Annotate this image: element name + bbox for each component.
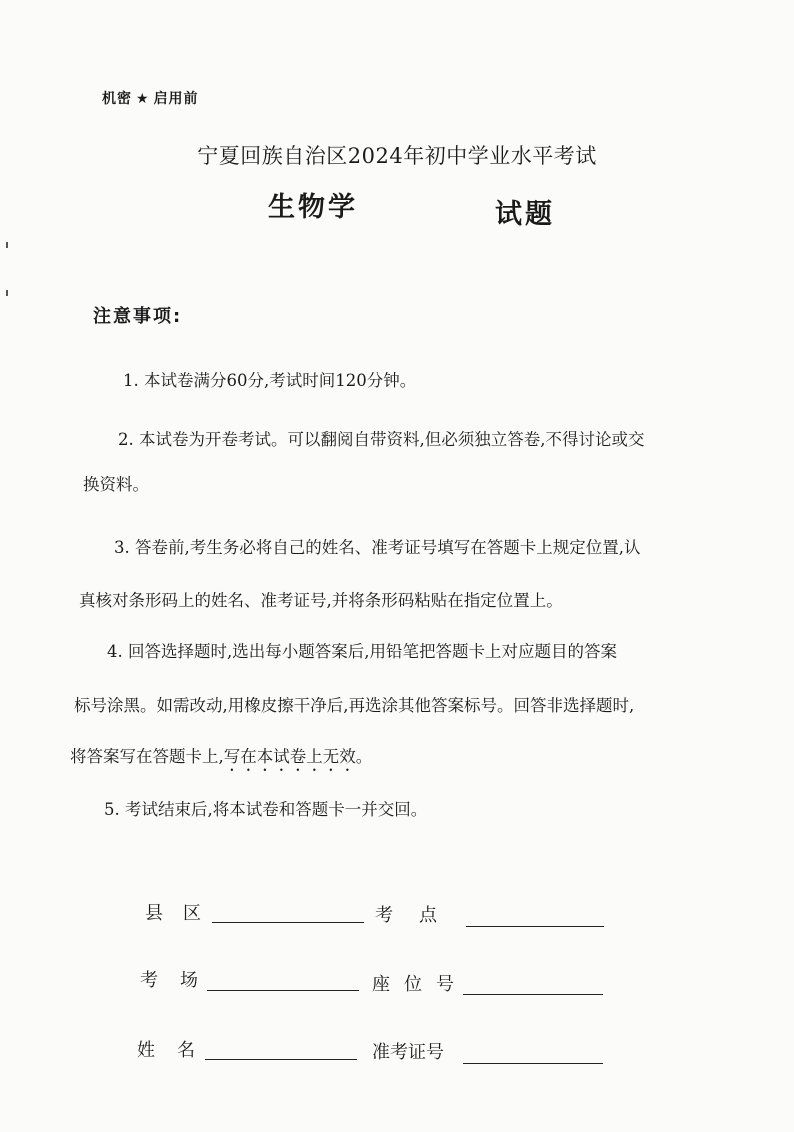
exam-site-field[interactable] <box>466 926 604 927</box>
seat-number-label: 座位号 <box>372 974 468 995</box>
confidential-label: 机密 <box>102 91 132 107</box>
notice-item-5: 5. 考试结束后,将本试卷和答题卡一并交回。 <box>104 800 428 819</box>
notice-heading: 注意事项: <box>93 306 183 327</box>
notice-item-2-line-1: 2. 本试卷为开卷考试。可以翻阅自带资料,但必须独立答卷,不得讨论或交 <box>118 430 645 449</box>
notice-item-3-line-1: 3. 答卷前,考生务必将自己的姓名、准考证号填写在答题卡上规定位置,认 <box>114 538 641 557</box>
notice-item-4-line-3-end: 。 <box>355 747 373 766</box>
county-field[interactable] <box>212 922 364 923</box>
name-field[interactable] <box>205 1059 357 1060</box>
confidential-before-use-label: 启用前 <box>153 91 199 107</box>
paper-type-title: 试题 <box>495 199 555 230</box>
notice-item-4-line-1: 4. 回答选择题时,选出每小题答案后,用铅笔把答题卡上对应题目的答案 <box>107 642 617 661</box>
scan-mark <box>6 290 8 296</box>
exam-room-field[interactable] <box>207 990 359 991</box>
exam-title: 宁夏回族自治区2024年初中学业水平考试 <box>197 144 597 168</box>
notice-item-3-line-2: 真核对条形码上的姓名、准考证号,并将条形码粘贴在指定位置上。 <box>79 591 563 610</box>
notice-item-2-line-2: 换资料。 <box>83 475 149 494</box>
emphasized-warning: 写在本试卷上无效 <box>223 747 356 766</box>
confidential-mark <box>102 88 199 108</box>
name-label: 姓名 <box>137 1040 217 1061</box>
exam-site-label: 考点 <box>375 905 463 926</box>
ticket-number-label: 准考证号 <box>372 1042 444 1063</box>
county-label: 县区 <box>145 903 221 924</box>
star-icon: ★ <box>136 91 150 107</box>
seat-number-field[interactable] <box>463 994 603 995</box>
notice-item-4-line-3 <box>70 743 372 775</box>
notice-item-1: 1. 本试卷满分60分,考试时间120分钟。 <box>123 371 417 390</box>
notice-item-4-line-2: 标号涂黑。如需改动,用橡皮擦干净后,再选涂其他答案标号。回答非选择题时, <box>74 696 635 715</box>
subject-title: 生物学 <box>268 192 358 223</box>
exam-room-label: 考场 <box>140 970 220 991</box>
ticket-number-field[interactable] <box>463 1063 603 1064</box>
scan-mark <box>6 242 8 248</box>
notice-item-4-line-3-start: 将答案写在答题卡上, <box>70 747 224 766</box>
